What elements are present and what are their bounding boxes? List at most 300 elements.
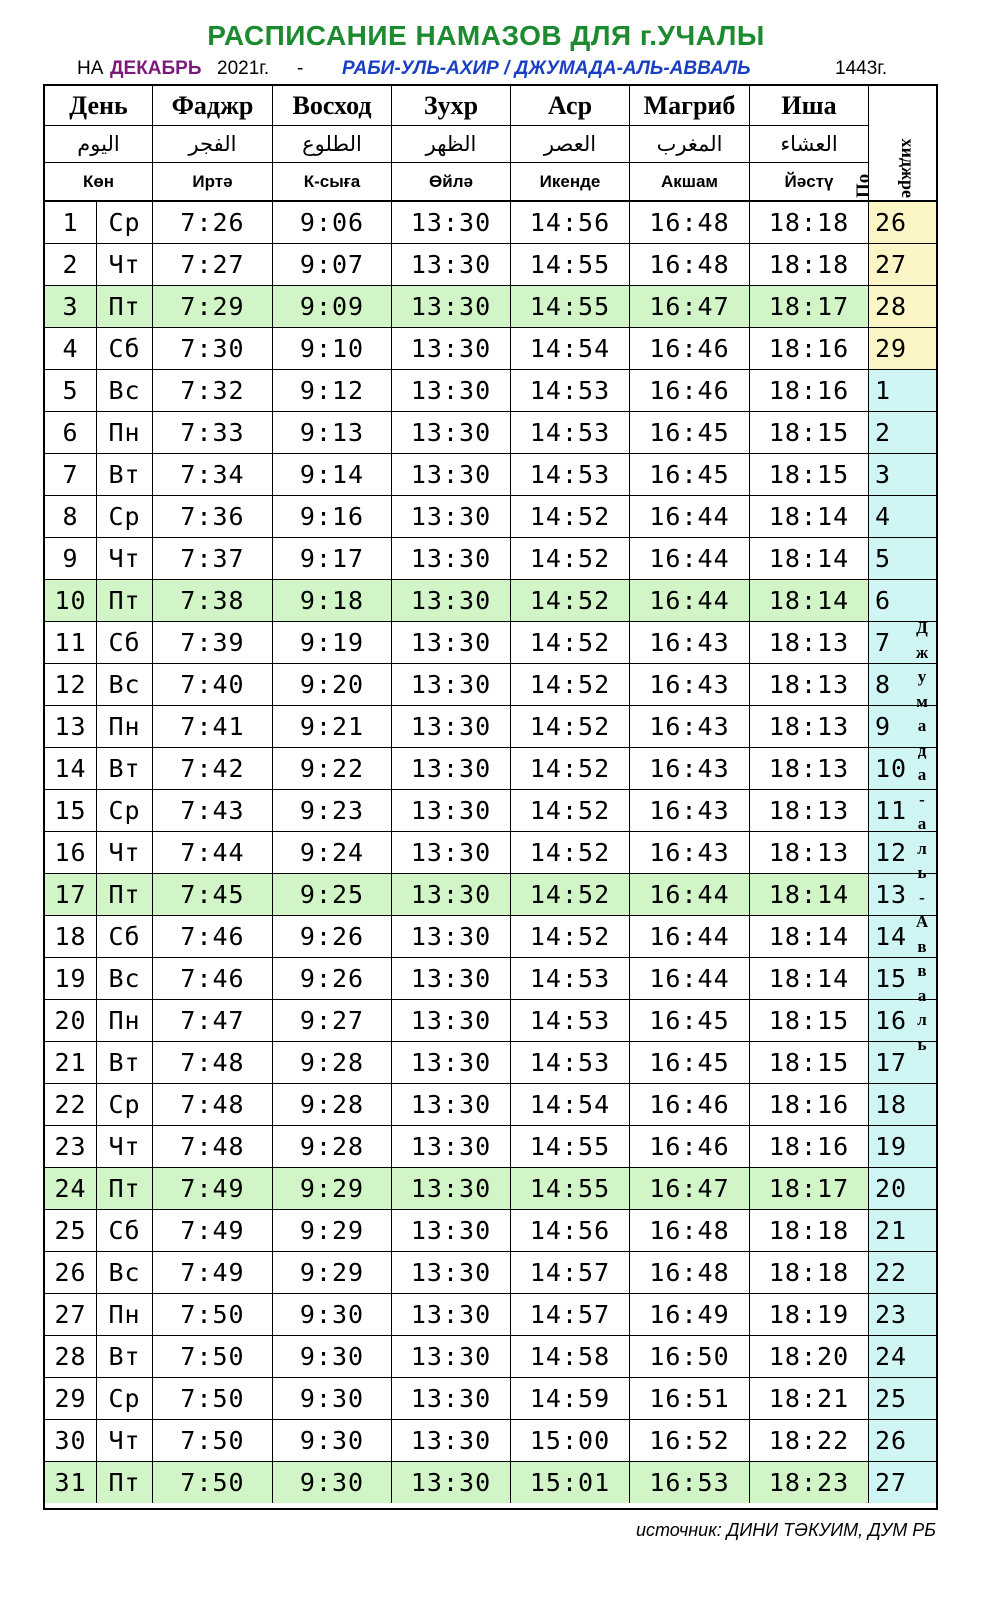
time-cell-s: 9:06 — [273, 202, 392, 243]
hijri-day-cell: 5 — [869, 538, 936, 579]
time-cell-s: 9:30 — [273, 1462, 392, 1503]
time-cell-f: 7:43 — [153, 790, 273, 831]
day-number-cell: 17 — [45, 874, 97, 915]
column-header-ru: Фаджр — [153, 86, 272, 126]
time-cell-i: 18:15 — [750, 412, 869, 453]
column-header-ar: المغرب — [630, 126, 749, 163]
time-cell-m: 16:43 — [630, 664, 750, 705]
weekday-cell: Пт — [97, 580, 153, 621]
column-header-ru: Зухр — [392, 86, 510, 126]
time-cell-i: 18:13 — [750, 748, 869, 789]
time-cell-a: 15:01 — [511, 1462, 630, 1503]
hijri-day-cell: 2 — [869, 412, 936, 453]
weekday-cell: Ср — [97, 790, 153, 831]
hijri-day-cell: 26 — [869, 1420, 936, 1461]
time-cell-f: 7:30 — [153, 328, 273, 369]
time-cell-s: 9:30 — [273, 1420, 392, 1461]
hijri-day-cell: 23 — [869, 1294, 936, 1335]
table-row — [45, 958, 936, 1000]
time-cell-s: 9:12 — [273, 370, 392, 411]
time-cell-z: 13:30 — [392, 1042, 511, 1083]
time-cell-m: 16:47 — [630, 286, 750, 327]
time-cell-f: 7:32 — [153, 370, 273, 411]
weekday-cell: Сб — [97, 328, 153, 369]
time-cell-i: 18:13 — [750, 832, 869, 873]
weekday-cell: Чт — [97, 1420, 153, 1461]
time-cell-z: 13:30 — [392, 916, 511, 957]
hijri-day-cell: 16 — [869, 1000, 936, 1041]
weekday-cell: Пн — [97, 1294, 153, 1335]
hijri-month-letter: у — [917, 667, 927, 686]
time-cell-s: 9:21 — [273, 706, 392, 747]
time-cell-s: 9:09 — [273, 286, 392, 327]
hijri-day-cell: 24 — [869, 1336, 936, 1377]
table-row — [45, 1210, 936, 1252]
hijri-column-header — [853, 126, 938, 200]
time-cell-z: 13:30 — [392, 1336, 511, 1377]
table-row — [45, 1042, 936, 1084]
time-cell-i: 18:17 — [750, 286, 869, 327]
day-number-cell: 26 — [45, 1252, 97, 1293]
time-cell-f: 7:49 — [153, 1210, 273, 1251]
time-cell-f: 7:44 — [153, 832, 273, 873]
weekday-cell: Вт — [97, 454, 153, 495]
day-number-cell: 16 — [45, 832, 97, 873]
time-cell-z: 13:30 — [392, 286, 511, 327]
time-cell-z: 13:30 — [392, 1294, 511, 1335]
column-header-ba: Икенде — [539, 172, 601, 191]
time-cell-a: 14:52 — [511, 748, 630, 789]
time-cell-i: 18:13 — [750, 622, 869, 663]
column-header-ar: الظهر — [392, 126, 510, 163]
time-cell-m: 16:44 — [630, 496, 750, 537]
weekday-cell: Ср — [97, 1084, 153, 1125]
day-number-cell: 24 — [45, 1168, 97, 1209]
time-cell-f: 7:29 — [153, 286, 273, 327]
table-row — [45, 1336, 936, 1378]
time-cell-m: 16:46 — [630, 328, 750, 369]
weekday-cell: Вс — [97, 664, 153, 705]
time-cell-m: 16:43 — [630, 706, 750, 747]
hijri-month-letter: ь — [917, 1034, 927, 1054]
time-cell-s: 9:24 — [273, 832, 392, 873]
time-cell-z: 13:30 — [392, 328, 511, 369]
subtitle-year: 2021г. — [217, 58, 270, 79]
day-number-cell: 1 — [45, 202, 97, 243]
time-cell-a: 15:00 — [511, 1420, 630, 1461]
time-cell-i: 18:14 — [750, 580, 869, 621]
time-cell-z: 13:30 — [392, 538, 511, 579]
time-cell-s: 9:28 — [273, 1084, 392, 1125]
column-header-ba: Көн — [82, 172, 115, 191]
time-cell-m: 16:45 — [630, 1042, 750, 1083]
time-cell-f: 7:27 — [153, 244, 273, 285]
time-cell-z: 13:30 — [392, 580, 511, 621]
weekday-cell: Ср — [97, 202, 153, 243]
table-row — [45, 1252, 936, 1294]
time-cell-i: 18:20 — [750, 1336, 869, 1377]
time-cell-s: 9:14 — [273, 454, 392, 495]
hijri-month-letter: - — [919, 887, 925, 907]
time-cell-f: 7:34 — [153, 454, 273, 495]
column-header-ru: Иша — [750, 86, 868, 126]
day-number-cell: 14 — [45, 748, 97, 789]
time-cell-a: 14:54 — [511, 328, 630, 369]
time-cell-a: 14:52 — [511, 874, 630, 915]
hijri-day-cell: 8 — [869, 664, 936, 705]
day-number-cell: 8 — [45, 496, 97, 537]
time-cell-f: 7:47 — [153, 1000, 273, 1041]
time-cell-f: 7:48 — [153, 1084, 273, 1125]
day-number-cell: 25 — [45, 1210, 97, 1251]
time-cell-a: 14:53 — [511, 370, 630, 411]
time-cell-s: 9:10 — [273, 328, 392, 369]
time-cell-a: 14:55 — [511, 1168, 630, 1209]
column-header-2 — [273, 86, 392, 202]
column-header-6 — [750, 86, 869, 202]
day-number-cell: 12 — [45, 664, 97, 705]
time-cell-f: 7:46 — [153, 916, 273, 957]
day-number-cell: 11 — [45, 622, 97, 663]
time-cell-f: 7:46 — [153, 958, 273, 999]
table-row — [45, 916, 936, 958]
hijri-day-cell: 22 — [869, 1252, 936, 1293]
time-cell-s: 9:13 — [273, 412, 392, 453]
time-cell-s: 9:29 — [273, 1252, 392, 1293]
time-cell-z: 13:30 — [392, 1126, 511, 1167]
time-cell-s: 9:19 — [273, 622, 392, 663]
time-cell-s: 9:28 — [273, 1042, 392, 1083]
hijri-day-cell: 9 — [869, 706, 936, 747]
hijri-day-cell: 21 — [869, 1210, 936, 1251]
time-cell-i: 18:22 — [750, 1420, 869, 1461]
time-cell-z: 13:30 — [392, 706, 511, 747]
hijri-day-cell: 18 — [869, 1084, 936, 1125]
time-cell-i: 18:15 — [750, 1000, 869, 1041]
time-cell-i: 18:18 — [750, 1210, 869, 1251]
hijri-month-letter: л — [917, 1010, 927, 1029]
time-cell-m: 16:45 — [630, 454, 750, 495]
column-header-ar: الطلوع — [273, 126, 391, 163]
hijri-day-cell: 25 — [869, 1378, 936, 1419]
time-cell-f: 7:50 — [153, 1420, 273, 1461]
time-cell-f: 7:39 — [153, 622, 273, 663]
column-header-ar: العصر — [511, 126, 629, 163]
time-cell-f: 7:41 — [153, 706, 273, 747]
time-cell-z: 13:30 — [392, 412, 511, 453]
time-cell-f: 7:37 — [153, 538, 273, 579]
hijri-day-cell: 13 — [869, 874, 936, 915]
day-number-cell: 2 — [45, 244, 97, 285]
table-row — [45, 202, 936, 244]
hijri-day-cell: 4 — [869, 496, 936, 537]
time-cell-m: 16:48 — [630, 1210, 750, 1251]
day-number-cell: 19 — [45, 958, 97, 999]
time-cell-a: 14:53 — [511, 1000, 630, 1041]
hijri-month-letter: в — [917, 961, 927, 980]
time-cell-z: 13:30 — [392, 454, 511, 495]
time-cell-m: 16:44 — [630, 916, 750, 957]
page-title: РАСПИСАНИЕ НАМАЗОВ ДЛЯ г.УЧАЛЫ — [207, 20, 765, 51]
weekday-cell: Вс — [97, 958, 153, 999]
table-row — [45, 1462, 936, 1504]
time-cell-i: 18:16 — [750, 1084, 869, 1125]
time-cell-z: 13:30 — [392, 370, 511, 411]
time-cell-m: 16:53 — [630, 1462, 750, 1503]
hijri-day-cell: 26 — [869, 202, 936, 243]
time-cell-a: 14:55 — [511, 286, 630, 327]
time-cell-f: 7:45 — [153, 874, 273, 915]
weekday-cell: Пн — [97, 412, 153, 453]
time-cell-z: 13:30 — [392, 1168, 511, 1209]
time-cell-m: 16:48 — [630, 1252, 750, 1293]
time-cell-z: 13:30 — [392, 832, 511, 873]
time-cell-i: 18:15 — [750, 454, 869, 495]
time-cell-a: 14:52 — [511, 790, 630, 831]
subtitle-hijri-year: 1443г. — [835, 58, 888, 79]
time-cell-a: 14:52 — [511, 706, 630, 747]
time-cell-m: 16:44 — [630, 958, 750, 999]
time-cell-z: 13:30 — [392, 1462, 511, 1503]
time-cell-f: 7:48 — [153, 1042, 273, 1083]
time-cell-f: 7:38 — [153, 580, 273, 621]
hijri-day-cell: 20 — [869, 1168, 936, 1209]
time-cell-s: 9:30 — [273, 1294, 392, 1335]
time-cell-a: 14:56 — [511, 202, 630, 243]
time-cell-z: 13:30 — [392, 874, 511, 915]
table-row — [45, 748, 936, 790]
hijri-day-cell: 12 — [869, 832, 936, 873]
weekday-cell: Вт — [97, 1336, 153, 1377]
time-cell-z: 13:30 — [392, 1420, 511, 1461]
day-number-cell: 9 — [45, 538, 97, 579]
time-cell-i: 18:14 — [750, 916, 869, 957]
time-cell-i: 18:13 — [750, 706, 869, 747]
time-cell-z: 13:30 — [392, 748, 511, 789]
table-row — [45, 622, 936, 664]
weekday-cell: Чт — [97, 1126, 153, 1167]
time-cell-a: 14:52 — [511, 538, 630, 579]
table-row — [45, 328, 936, 370]
time-cell-s: 9:23 — [273, 790, 392, 831]
day-number-cell: 31 — [45, 1462, 97, 1503]
time-cell-f: 7:42 — [153, 748, 273, 789]
time-cell-z: 13:30 — [392, 958, 511, 999]
time-cell-a: 14:53 — [511, 1042, 630, 1083]
column-header-ru: Магриб — [630, 86, 749, 126]
table-header — [45, 86, 936, 202]
day-number-cell: 22 — [45, 1084, 97, 1125]
time-cell-i: 18:23 — [750, 1462, 869, 1503]
time-cell-i: 18:18 — [750, 244, 869, 285]
table-row — [45, 874, 936, 916]
table-row — [45, 454, 936, 496]
day-number-cell: 7 — [45, 454, 97, 495]
time-cell-i: 18:21 — [750, 1378, 869, 1419]
time-cell-z: 13:30 — [392, 664, 511, 705]
table-row — [45, 244, 936, 286]
time-cell-z: 13:30 — [392, 496, 511, 537]
column-header-ar: الفجر — [153, 126, 272, 163]
time-cell-m: 16:43 — [630, 832, 750, 873]
hijri-day-cell: 6 — [869, 580, 936, 621]
time-cell-i: 18:13 — [750, 790, 869, 831]
time-cell-i: 18:14 — [750, 496, 869, 537]
hijri-month-letter: - — [919, 789, 925, 809]
weekday-cell: Вт — [97, 1042, 153, 1083]
hijri-day-cell: 17 — [869, 1042, 936, 1083]
hijri-day-cell: 10 — [869, 748, 936, 789]
column-header-1 — [153, 86, 273, 202]
time-cell-m: 16:44 — [630, 580, 750, 621]
time-cell-f: 7:36 — [153, 496, 273, 537]
weekday-cell: Пт — [97, 874, 153, 915]
hijri-header-label: хиджре — [898, 138, 918, 198]
column-header-ba: К-сыға — [303, 172, 361, 191]
time-cell-m: 16:52 — [630, 1420, 750, 1461]
time-cell-a: 14:52 — [511, 496, 630, 537]
time-cell-s: 9:29 — [273, 1210, 392, 1251]
hijri-month-letter: а — [917, 765, 927, 784]
hijri-day-cell: 29 — [869, 328, 936, 369]
hijri-month-letter: а — [917, 985, 927, 1005]
day-number-cell: 27 — [45, 1294, 97, 1335]
column-header-ar: العشاء — [750, 126, 868, 163]
table-row — [45, 664, 936, 706]
day-number-cell: 18 — [45, 916, 97, 957]
time-cell-s: 9:27 — [273, 1000, 392, 1041]
hijri-day-cell: 27 — [869, 1462, 936, 1503]
time-cell-s: 9:25 — [273, 874, 392, 915]
hijri-month-letter: а — [917, 716, 927, 735]
time-cell-m: 16:45 — [630, 1000, 750, 1041]
time-cell-i: 18:16 — [750, 328, 869, 369]
subtitle-dash: - — [297, 58, 304, 79]
weekday-cell: Вт — [97, 748, 153, 789]
subtitle-prefix: НА — [77, 58, 104, 79]
table-row — [45, 1378, 936, 1420]
source-note: источник: ДИНИ ТӘКУИМ, ДУМ РБ — [635, 1520, 936, 1540]
day-number-cell: 21 — [45, 1042, 97, 1083]
hijri-day-cell: 1 — [869, 370, 936, 411]
time-cell-a: 14:55 — [511, 244, 630, 285]
hijri-month-letter: в — [917, 936, 927, 956]
time-cell-f: 7:49 — [153, 1168, 273, 1209]
time-cell-m: 16:51 — [630, 1378, 750, 1419]
time-cell-i: 18:16 — [750, 1126, 869, 1167]
hijri-day-cell: 15 — [869, 958, 936, 999]
day-number-cell: 13 — [45, 706, 97, 747]
time-cell-f: 7:50 — [153, 1294, 273, 1335]
hijri-month-letter: л — [917, 838, 927, 858]
time-cell-f: 7:33 — [153, 412, 273, 453]
weekday-cell: Пн — [97, 706, 153, 747]
hijri-month-letter: м — [916, 691, 928, 711]
time-cell-a: 14:52 — [511, 580, 630, 621]
time-cell-f: 7:48 — [153, 1126, 273, 1167]
time-cell-s: 9:17 — [273, 538, 392, 579]
time-cell-i: 18:19 — [750, 1294, 869, 1335]
time-cell-z: 13:30 — [392, 1378, 511, 1419]
table-row — [45, 790, 936, 832]
time-cell-m: 16:46 — [630, 1126, 750, 1167]
time-cell-z: 13:30 — [392, 790, 511, 831]
hijri-month-letter: а — [917, 814, 927, 833]
time-cell-m: 16:48 — [630, 202, 750, 243]
time-cell-a: 14:57 — [511, 1252, 630, 1293]
time-cell-s: 9:26 — [273, 916, 392, 957]
time-cell-z: 13:30 — [392, 1000, 511, 1041]
table-row — [45, 580, 936, 622]
time-cell-z: 13:30 — [392, 202, 511, 243]
prayer-timetable — [43, 84, 938, 1510]
time-cell-a: 14:52 — [511, 664, 630, 705]
day-number-cell: 30 — [45, 1420, 97, 1461]
table-row — [45, 1126, 936, 1168]
weekday-cell: Пт — [97, 1462, 153, 1503]
hijri-day-cell: 28 — [869, 286, 936, 327]
table-row — [45, 1084, 936, 1126]
column-header-ba: Йәстү — [784, 172, 834, 191]
time-cell-m: 16:47 — [630, 1168, 750, 1209]
day-number-cell: 23 — [45, 1126, 97, 1167]
time-cell-m: 16:48 — [630, 244, 750, 285]
time-cell-i: 18:18 — [750, 202, 869, 243]
hijri-month-letter: д — [917, 740, 927, 760]
time-cell-i: 18:18 — [750, 1252, 869, 1293]
column-header-4 — [511, 86, 630, 202]
time-cell-f: 7:50 — [153, 1378, 273, 1419]
weekday-cell: Пт — [97, 1168, 153, 1209]
day-number-cell: 20 — [45, 1000, 97, 1041]
time-cell-m: 16:43 — [630, 622, 750, 663]
subtitle-hijri-months: РАБИ-УЛЬ-АХИР / ДЖУМАДА-АЛЬ-АВВАЛЬ — [342, 58, 751, 79]
time-cell-m: 16:46 — [630, 370, 750, 411]
column-header-ru: Восход — [273, 86, 391, 126]
time-cell-a: 14:52 — [511, 916, 630, 957]
time-cell-s: 9:30 — [273, 1336, 392, 1377]
weekday-cell: Сб — [97, 622, 153, 663]
day-number-cell: 15 — [45, 790, 97, 831]
hijri-day-cell: 14 — [869, 916, 936, 957]
weekday-cell: Сб — [97, 1210, 153, 1251]
weekday-cell: Пт — [97, 286, 153, 327]
time-cell-a: 14:53 — [511, 958, 630, 999]
weekday-cell: Чт — [97, 538, 153, 579]
hijri-day-cell: 3 — [869, 454, 936, 495]
weekday-cell: Сб — [97, 916, 153, 957]
table-row — [45, 496, 936, 538]
subtitle — [0, 58, 1002, 84]
hijri-day-cell: 7 — [869, 622, 936, 663]
time-cell-s: 9:30 — [273, 1378, 392, 1419]
time-cell-z: 13:30 — [392, 622, 511, 663]
hijri-header-po: По — [853, 173, 874, 198]
time-cell-m: 16:46 — [630, 1084, 750, 1125]
time-cell-f: 7:40 — [153, 664, 273, 705]
time-cell-a: 14:58 — [511, 1336, 630, 1377]
time-cell-a: 14:52 — [511, 622, 630, 663]
weekday-cell: Ср — [97, 1378, 153, 1419]
column-header-ba: Иртә — [192, 172, 233, 191]
hijri-month-letter: А — [915, 912, 929, 931]
hijri-month-letter: ж — [915, 642, 929, 662]
time-cell-s: 9:29 — [273, 1168, 392, 1209]
day-number-cell: 29 — [45, 1378, 97, 1419]
table-row — [45, 832, 936, 874]
hijri-day-cell: 27 — [869, 244, 936, 285]
time-cell-m: 16:49 — [630, 1294, 750, 1335]
